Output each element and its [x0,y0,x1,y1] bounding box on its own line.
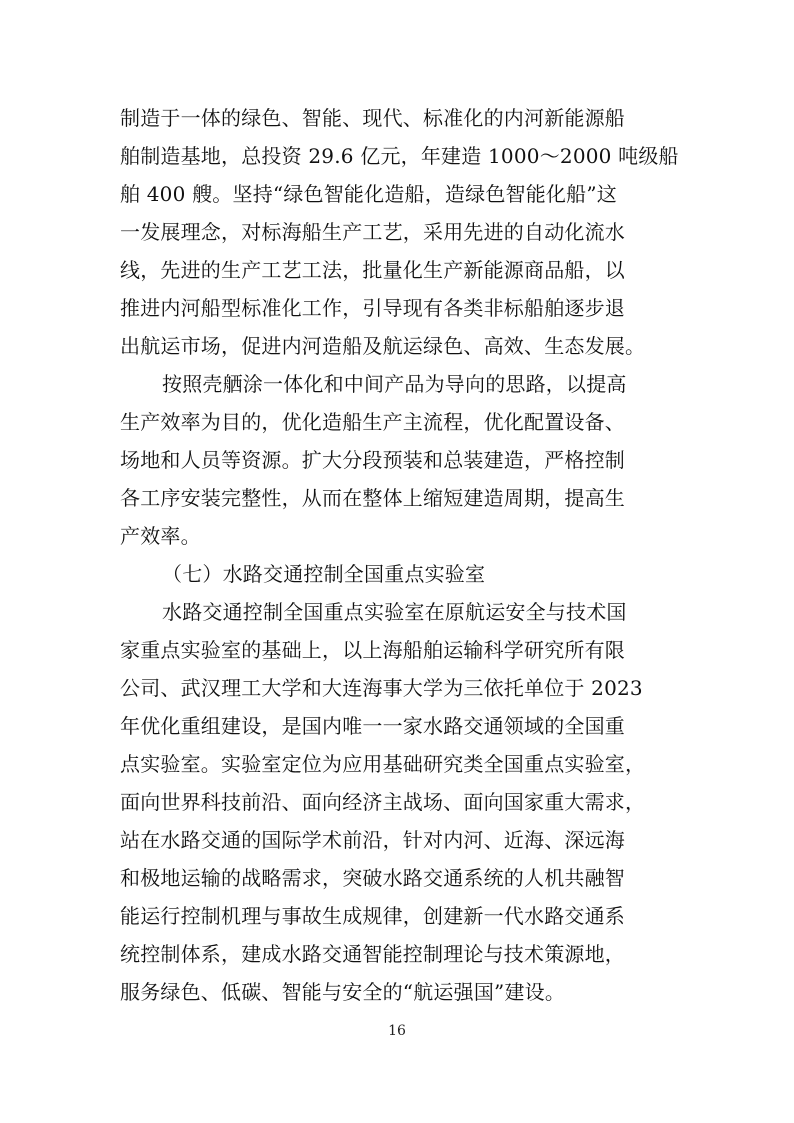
section-heading: （七）水路交通控制全国重点实验室 [162,562,486,586]
paragraph-3-line-11: 服务绿色、低碳、智能与安全的“航运强国”建设。 [120,980,566,1004]
paragraph-1-line-3: 舶 400 艘。坚持“绿色智能化造船，造绿色智能化船”这 [120,182,617,206]
paragraph-2-line-4: 各工序安装完整性，从而在整体上缩短建造周期，提高生 [120,486,625,510]
paragraph-1-line-2: 舶制造基地，总投资 29.6 亿元，年建造 1000～2000 吨级船 [120,144,679,168]
paragraph-2-line-3: 场地和人员等资源。扩大分段预装和总装建造，严格控制 [120,448,625,472]
paragraph-3-line-9: 能运行控制机理与事故生成规律，创建新一代水路交通系 [120,904,625,928]
paragraph-2-line-5: 产效率。 [120,524,201,548]
paragraph-3-line-8: 和极地运输的战略需求，突破水路交通系统的人机共融智 [120,866,625,890]
paragraph-1-line-6: 推进内河船型标准化工作，引导现有各类非标船舶逐步退 [120,296,625,320]
paragraph-3-line-10: 统控制体系，建成水路交通智能控制理论与技术策源地， [120,942,625,966]
paragraph-3-line-1: 水路交通控制全国重点实验室在原航运安全与技术国 [162,600,627,624]
page-number: 16 [388,1023,406,1039]
paragraph-1-line-7: 出航运市场，促进内河造船及航运绿色、高效、生态发展。 [120,334,646,358]
paragraph-3-line-5: 点实验室。实验室定位为应用基础研究类全国重点实验室， [120,752,646,776]
paragraph-1-line-4: 一发展理念，对标海船生产工艺，采用先进的自动化流水 [120,220,625,244]
paragraph-2-line-1: 按照壳舾涂一体化和中间产品为导向的思路，以提高 [162,372,627,396]
paragraph-3-line-7: 站在水路交通的国际学术前沿，针对内河、近海、深远海 [120,828,625,852]
paragraph-1-line-1: 制造于一体的绿色、智能、现代、标准化的内河新能源船 [120,106,625,130]
paragraph-2-line-2: 生产效率为目的，优化造船生产主流程，优化配置设备、 [120,410,625,434]
paragraph-3-line-3: 公司、武汉理工大学和大连海事大学为三依托单位于 2023 [120,676,643,700]
paragraph-3-line-2: 家重点实验室的基础上，以上海船舶运输科学研究所有限 [120,638,625,662]
paragraph-3-line-6: 面向世界科技前沿、面向经济主战场、面向国家重大需求， [120,790,646,814]
paragraph-3-line-4: 年优化重组建设，是国内唯一一家水路交通领域的全国重 [120,714,625,738]
paragraph-1-line-5: 线，先进的生产工艺工法，批量化生产新能源商品船，以 [120,258,625,282]
